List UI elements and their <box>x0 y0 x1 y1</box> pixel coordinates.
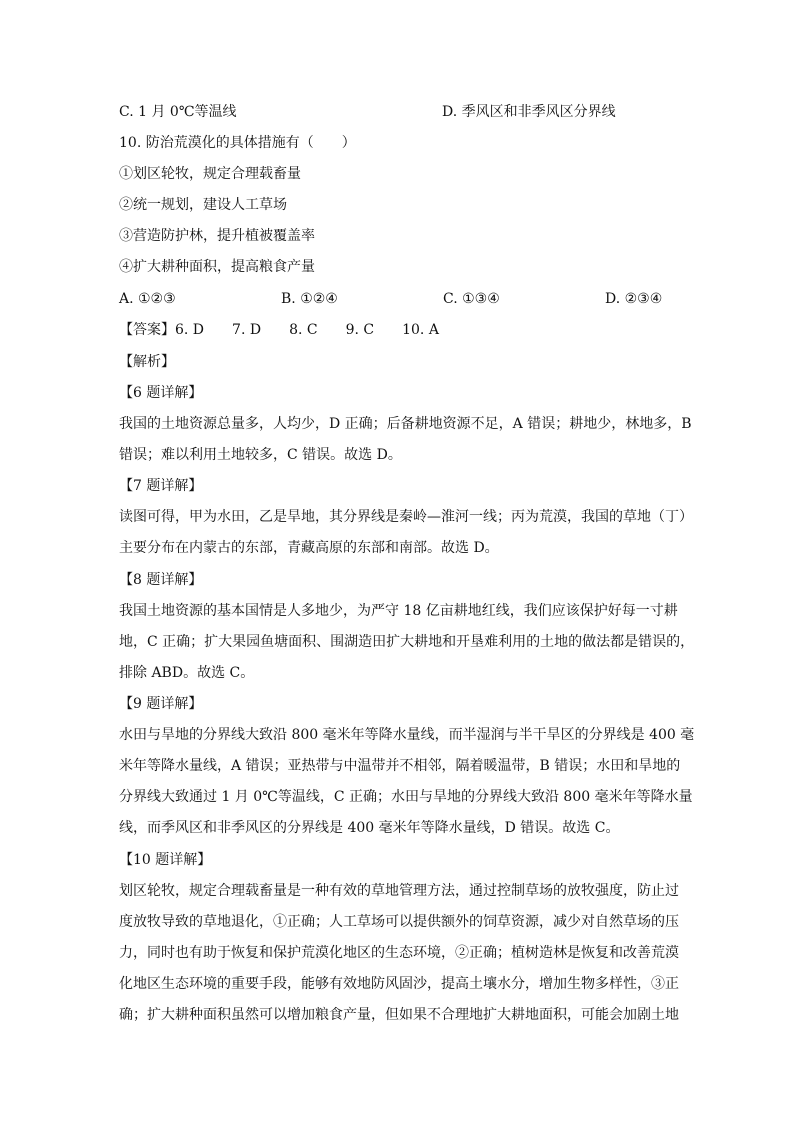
q10-line-4: 化地区生态环境的重要手段，能够有效地防风固沙，提高土壤水分，增加生物多样性，③正 <box>119 976 679 992</box>
q8-heading: 【8 题详解】 <box>119 572 203 588</box>
q10-item-4: ④扩大耕种面积，提高粮食产量 <box>119 259 315 275</box>
q9-options-row <box>119 102 679 122</box>
q10-line-3: 力，同时也有助于恢复和保护荒漠化地区的生态环境，②正确；植树造林是恢复和改善荒漠 <box>119 945 679 961</box>
q8-line-2: 地，C 正确；扩大果园鱼塘面积、围湖造田扩大耕地和开垦难利用的土地的做法都是错误的， <box>119 634 695 650</box>
q9-line-1: 水田与旱地的分界线大致沿 800 毫米年等降水量线，而半湿润与半干旱区的分界线是 400 毫 <box>119 727 695 743</box>
q10-option-c: C. ①③④ <box>443 291 500 307</box>
q10-line-5: 确；扩大耕种面积虽然可以增加粮食产量，但如果不合理地扩大耕地面积，可能会加剧土地 <box>119 1007 679 1023</box>
q10-item-2: ②统一规划，建设人工草场 <box>119 197 287 213</box>
q8-line-3: 排除 ABD。故选 C。 <box>119 665 255 681</box>
q9-line-4: 线，而季风区和非季风区的分界线是 400 毫米年等降水量线，D 错误。故选 C。 <box>119 820 620 836</box>
q7-heading: 【7 题详解】 <box>119 478 203 494</box>
answer-line: 【答案】6. D 7. D 8. C 9. C 10. A <box>119 322 439 338</box>
q10-line-2: 度放牧导致的草地退化，①正确；人工草场可以提供额外的饲草资源，减少对自然草场的压 <box>119 914 679 930</box>
q10-line-1: 划区轮牧，规定合理载畜量是一种有效的草地管理方法，通过控制草场的放牧强度，防止过 <box>119 883 679 899</box>
q8-line-1: 我国土地资源的基本国情是人多地少，为严守 18 亿亩耕地红线，我们应该保护好每一寸耕 <box>119 603 678 619</box>
q10-option-d: D. ②③④ <box>605 291 663 307</box>
q9-option-d: D. 季风区和非季风区分界线 <box>442 104 616 120</box>
q6-line-2: 错误；难以利用土地较多，C 错误。故选 D。 <box>119 447 402 463</box>
q9-line-3: 分界线大致通过 1 月 0℃等温线，C 正确；水田与旱地的分界线大致沿 800 毫米年等降水量 <box>119 789 693 805</box>
q9-option-c: C. 1 月 0℃等温线 <box>119 104 237 120</box>
q10-item-3: ③营造防护林，提升植被覆盖率 <box>119 228 315 244</box>
q10-options-row <box>119 289 679 309</box>
analysis-heading: 【解析】 <box>119 354 175 370</box>
q9-heading: 【9 题详解】 <box>119 696 203 712</box>
q10-heading: 【10 题详解】 <box>119 852 212 868</box>
q10-item-1: ①划区轮牧，规定合理载畜量 <box>119 166 301 182</box>
q7-line-2: 主要分布在内蒙古的东部，青藏高原的东部和南部。故选 D。 <box>119 540 499 556</box>
q10-option-b: B. ①②④ <box>281 291 338 307</box>
q6-heading: 【6 题详解】 <box>119 385 203 401</box>
q6-line-1: 我国的土地资源总量多，人均少，D 正确；后备耕地资源不足，A 错误；耕地少，林地多，B <box>119 416 692 432</box>
q10-option-a: A. ①②③ <box>119 291 176 307</box>
q7-line-1: 读图可得，甲为水田，乙是旱地，其分界线是秦岭—淮河一线；丙为荒漠，我国的草地（丁） <box>119 509 693 525</box>
q10-stem: 10. 防治荒漠化的具体措施有（ ） <box>119 135 356 151</box>
q9-line-2: 米年等降水量线，A 错误；亚热带与中温带并不相邻，隔着暖温带，B 错误；水田和旱地的 <box>119 758 681 774</box>
